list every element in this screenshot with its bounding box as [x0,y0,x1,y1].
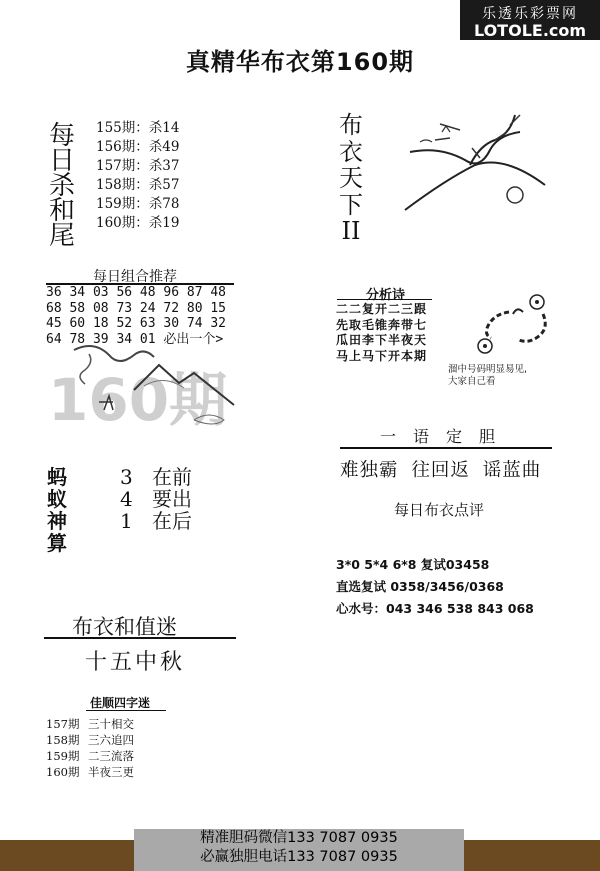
review-line: 直选复试 0358/3456/0368 [336,579,504,594]
poem-heading: 佳顺四字迷 [90,696,151,710]
period: 157期 [46,717,80,731]
review-line: 心水号：043 346 538 843 068 [336,601,534,616]
divider [340,447,552,449]
watermark-domain: LOTOLE.com [473,21,587,40]
list-item: 155期：杀14 [96,120,180,136]
contact-line: 必赢独胆电话133 7087 0935 [200,849,398,865]
divider [86,710,166,711]
daily-kill-list [96,119,179,233]
title-char: 下 [339,190,363,219]
contact-line: 精准胆码微信133 7087 0935 [200,830,398,846]
prediction-text: 要出 [152,487,192,511]
list-item: 马上马下开本期 [336,348,428,363]
review-numbers [336,554,534,620]
footer-contact [134,829,464,871]
label-char: 每 [48,121,75,151]
list-item: 36 34 03 56 48 96 87 48 [46,285,227,300]
prediction-number: 3 [120,465,133,489]
poem-text: 二三流落 [88,749,134,763]
list-item [46,732,134,748]
list-item [46,748,134,764]
divider [44,637,236,639]
poem-text: 三六追四 [88,733,134,747]
coin-chain-illustration [465,292,560,360]
label-char: 神 [47,509,67,533]
prediction-number: 4 [120,487,133,511]
list-item: 64 78 39 34 01 必出一个> [46,331,224,347]
review-heading: 每日布衣点评 [394,501,485,519]
list-item [120,510,192,532]
list-item: 二二复开二三跟 [336,302,428,316]
analysis-poem [336,302,427,364]
prediction-text: 在后 [152,509,192,533]
list-item: 156期：杀49 [96,139,180,155]
title-char: 天 [339,164,363,192]
list-item: 159期：杀78 [96,196,180,212]
period: 160期 [46,765,80,779]
label-char: 算 [47,531,67,555]
daily-kill-label [47,121,77,251]
combo-heading: 每日组合推荐 [93,269,177,285]
riddle-answer: 十五中秋 [85,650,186,675]
list-item: 瓜田李下半夜天 [336,333,428,347]
page-title: 真精华布衣第160期 [185,48,415,76]
title-char: 衣 [339,137,363,166]
svg-text:160期: 160期 [48,366,228,434]
title-char: 布 [339,111,363,139]
note-line: 溜中号码明显易见, [448,364,528,375]
analysis-heading: 分析诗 [366,288,406,303]
title-char: II [341,217,361,245]
label-char: 日 [48,146,75,176]
ant-predictions [120,466,192,532]
watermark-text: 乐透乐彩票网 [482,6,578,22]
label-char: 杀 [48,171,75,201]
list-item: 先取毛锥奔带七 [336,317,428,332]
label-char: 尾 [48,221,75,251]
yiyu-heading: 一语定胆 [380,427,513,446]
right-vertical-title [334,112,368,245]
prediction-text: 在前 [152,465,192,489]
ant-label [47,466,67,554]
tree-cliff-illustration [400,110,550,220]
divider [337,299,432,300]
poem-text: 三十相交 [88,717,134,731]
label-char: 和 [48,196,75,226]
poem-text: 半夜三更 [88,765,134,779]
list-item: 160期：杀19 [96,215,180,231]
list-item: 158期：杀57 [96,177,180,193]
period: 158期 [46,733,80,747]
poem-list [46,716,134,780]
list-item [46,716,134,732]
list-item: 68 58 08 73 24 72 80 15 [46,300,227,316]
list-item: 45 60 18 52 63 30 74 32 [46,316,227,331]
riddle-title: 布衣和值迷 [72,615,177,639]
note-line: 大家自己看 [448,375,496,387]
review-line: 3*0 5*4 6*8 复试03458 [336,557,490,572]
idioms-text: 难独霸 往回返 谣蓝曲 [340,460,542,481]
watermark-logo [460,0,600,40]
period: 159期 [46,749,80,763]
prediction-number: 1 [120,509,133,533]
list-item [46,764,134,780]
list-item: 157期：杀37 [96,158,180,174]
combo-list [46,285,226,347]
list-item [120,488,192,510]
dragon-landscape-illustration [44,340,239,440]
label-char: 蚂 [47,465,67,489]
note-text [448,364,527,387]
list-item [120,466,192,488]
label-char: 蚁 [47,487,67,511]
